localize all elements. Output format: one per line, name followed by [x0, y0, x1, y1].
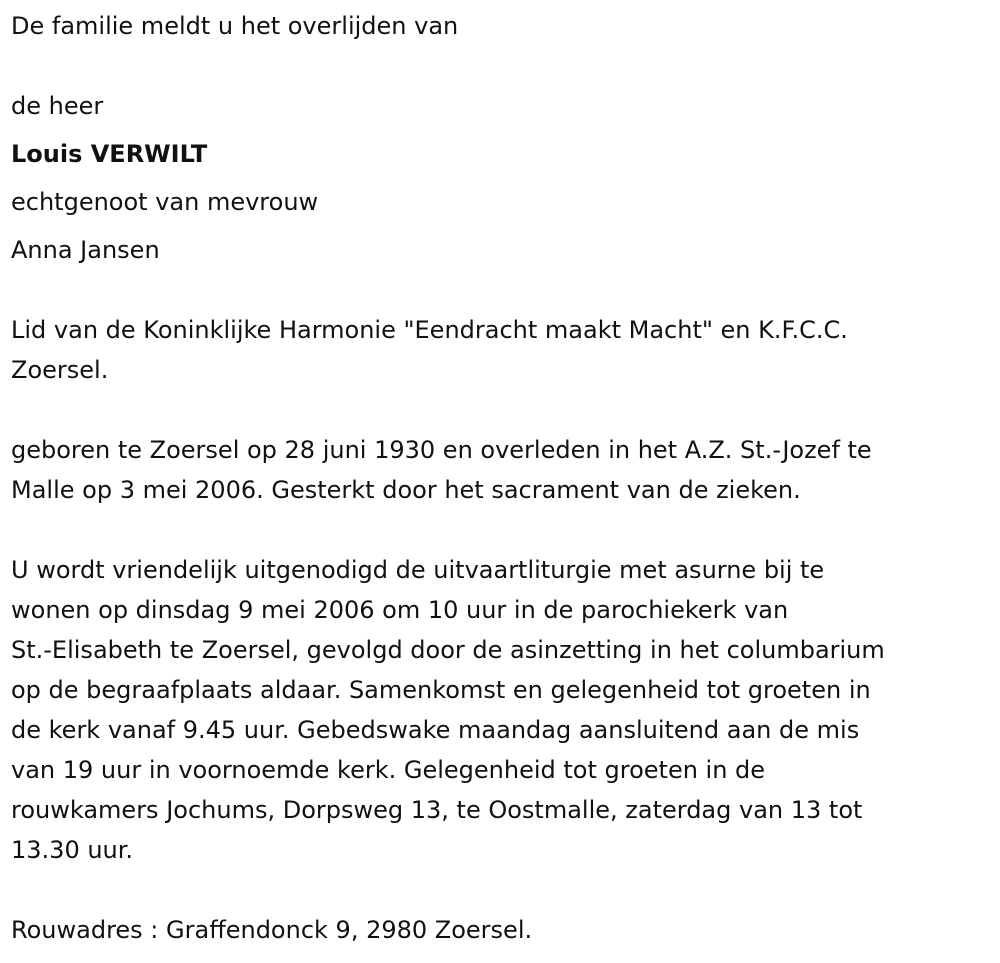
- membership-paragraph: [11, 310, 848, 390]
- invitation-line: rouwkamers Jochums, Dorpsweg 13, te Oostmalle, zaterdag van 13 tot: [11, 796, 863, 824]
- invitation-line: U wordt vriendelijk uitgenodigd de uitvaartliturgie met asurne bij te: [11, 556, 825, 584]
- invitation-line: op de begraafplaats aldaar. Samenkomst en gelegenheid tot groeten in: [11, 676, 871, 704]
- mourning-address: Rouwadres : Graffendonck 9, 2980 Zoersel.: [11, 916, 533, 944]
- salutation: de heer: [11, 92, 104, 120]
- invitation-line: van 19 uur in voornoemde kerk. Gelegenheid tot groeten in de: [11, 756, 766, 784]
- invitation-line: 13.30 uur.: [11, 836, 134, 864]
- life-line: Malle op 3 mei 2006. Gesterkt door het sacrament van de zieken.: [11, 476, 801, 504]
- intro-text: De familie meldt u het overlijden van: [11, 12, 459, 40]
- spouse-label: echtgenoot van mevrouw: [11, 188, 319, 216]
- invitation-line: wonen op dinsdag 9 mei 2006 om 10 uur in de parochiekerk van: [11, 596, 789, 624]
- invitation-line: St.-Elisabeth te Zoersel, gevolgd door de asinzetting in het columbarium: [11, 636, 885, 664]
- invitation-line: de kerk vanaf 9.45 uur. Gebedswake maandag aansluitend aan de mis: [11, 716, 860, 744]
- invitation-paragraph: [11, 550, 885, 870]
- spouse-name: Anna Jansen: [11, 236, 160, 264]
- membership-line: Zoersel.: [11, 356, 109, 384]
- life-paragraph: [11, 430, 872, 510]
- life-line: geboren te Zoersel op 28 juni 1930 en overleden in het A.Z. St.-Jozef te: [11, 436, 872, 464]
- deceased-name: Louis VERWILT: [11, 140, 208, 168]
- membership-line: Lid van de Koninklijke Harmonie "Eendracht maakt Macht" en K.F.C.C.: [11, 316, 848, 344]
